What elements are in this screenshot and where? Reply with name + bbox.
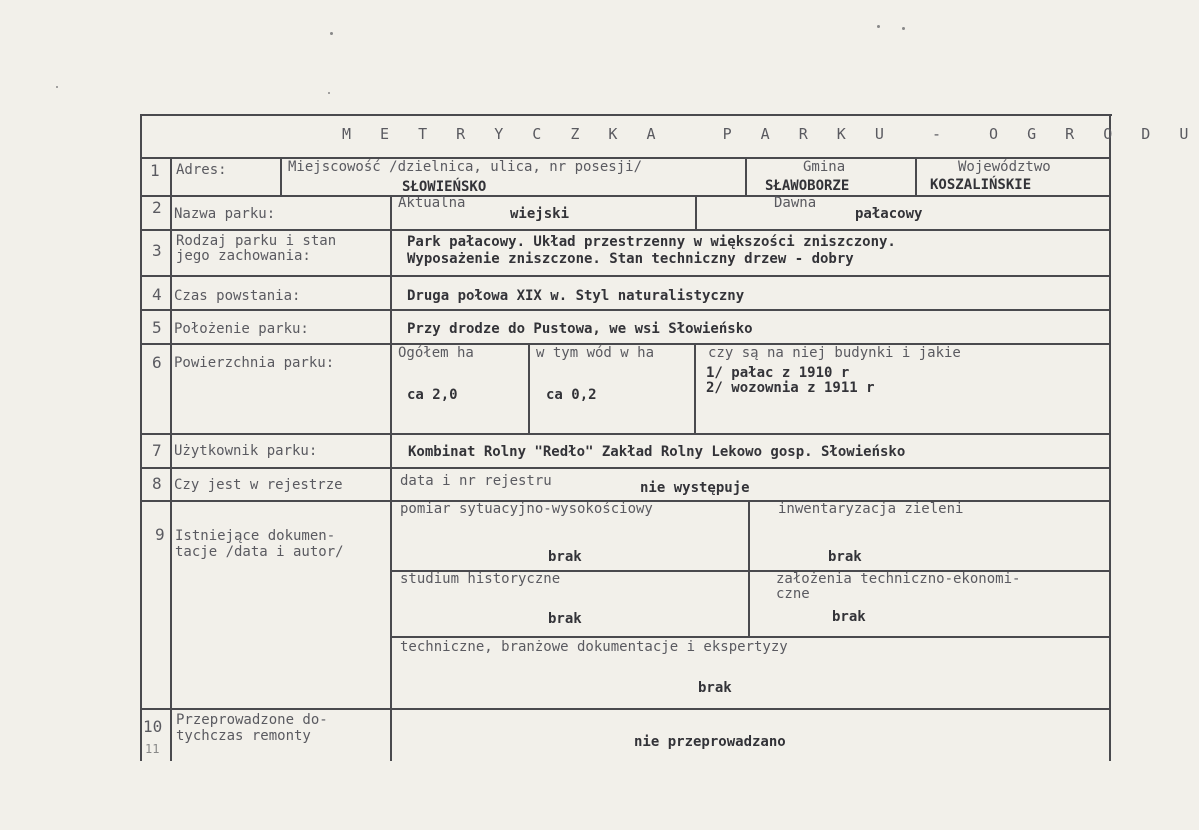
cell-divider xyxy=(915,157,917,195)
buildings-value: 1/ pałac z 1910 r xyxy=(706,365,850,381)
form-title: M E T R Y C Z K A P A R K U - O G R O D U xyxy=(342,125,1199,143)
gmina-header: Gmina xyxy=(803,159,846,175)
current-name-header: Aktualna xyxy=(398,195,466,211)
row-label: tacje /data i autor/ xyxy=(175,544,344,560)
paper-speck xyxy=(877,25,880,28)
row-label: Położenie parku: xyxy=(174,321,309,337)
buildings-header: czy są na niej budynki i jakie xyxy=(708,345,961,361)
row-label: tychczas remonty xyxy=(176,728,311,744)
row-divider xyxy=(140,433,1111,435)
cell-divider xyxy=(695,195,697,229)
register-header: data i nr rejestru xyxy=(400,473,552,489)
history-header: studium historyczne xyxy=(400,571,561,587)
inventory-value: brak xyxy=(828,549,862,565)
row-label: Przeprowadzone do- xyxy=(176,712,328,728)
row-number: 8 xyxy=(152,474,162,493)
buildings-value: 2/ wozownia z 1911 r xyxy=(706,380,875,396)
history-value: brak xyxy=(548,611,582,627)
park-user-value: Kombinat Rolny "Redło" Zakład Rolny Lekowo gosp. Słowieńsko xyxy=(408,444,906,460)
row-label: Adres: xyxy=(176,162,227,178)
row-divider xyxy=(140,309,1111,311)
row-divider xyxy=(140,229,1111,231)
row-number: 7 xyxy=(152,441,162,460)
register-value: nie występuje xyxy=(640,480,750,496)
former-name-value: pałacowy xyxy=(855,206,923,222)
technical-value: brak xyxy=(832,609,866,625)
total-area-value: ca 2,0 xyxy=(407,387,458,403)
row-number: 5 xyxy=(152,318,162,337)
row-number: 10 xyxy=(143,717,163,736)
row-divider xyxy=(140,708,1111,710)
technical-header: założenia techniczno-ekonomi- xyxy=(776,571,1021,587)
survey-value: brak xyxy=(548,549,582,565)
row-label: Czas powstania: xyxy=(174,288,301,304)
park-type-value: Wyposażenie zniszczone. Stan techniczny drzew - dobry xyxy=(407,251,854,267)
row-label: Nazwa parku: xyxy=(174,206,276,222)
paper-speck xyxy=(902,27,905,30)
table-border-top xyxy=(140,114,1112,116)
cell-divider xyxy=(694,343,696,433)
locality-header: Miejscowość /dzielnica, ulica, nr posesji/ xyxy=(288,159,643,175)
current-name-value: wiejski xyxy=(510,206,570,222)
voivodeship-header: Województwo xyxy=(958,159,1051,175)
row-number: 9 xyxy=(155,525,165,544)
row-number: 1 xyxy=(150,161,160,180)
row-divider xyxy=(140,195,1111,197)
park-type-value: Park pałacowy. Układ przestrzenny w większości zniszczony. xyxy=(407,234,896,250)
cell-divider xyxy=(748,500,750,636)
creation-time-value: Druga połowa XIX w. Styl naturalistyczny xyxy=(407,288,745,304)
location-value: Przy drodze do Pustowa, we wsi Słowieńsko xyxy=(407,321,753,337)
row-label: Czy jest w rejestrze xyxy=(174,477,343,493)
row-number-extra: 11 xyxy=(145,742,160,756)
row-number: 3 xyxy=(152,241,162,260)
gmina-value: SŁAWOBORZE xyxy=(765,178,850,194)
table-border-left xyxy=(140,114,142,761)
row-divider xyxy=(390,636,1111,638)
row-label: Powierzchnia parku: xyxy=(174,355,335,371)
row-label: Istniejące dokumen- xyxy=(175,528,336,544)
row-divider xyxy=(140,467,1111,469)
table-border-right xyxy=(1109,114,1111,761)
row-label: jego zachowania: xyxy=(176,248,311,264)
number-column-divider xyxy=(170,157,172,761)
cell-divider xyxy=(280,157,282,195)
former-name-header: Dawna xyxy=(774,195,817,211)
water-area-header: w tym wód w ha xyxy=(536,345,655,361)
paper-speck xyxy=(56,86,58,88)
water-area-value: ca 0,2 xyxy=(546,387,597,403)
label-column-divider xyxy=(390,195,392,761)
paper-speck xyxy=(330,32,333,35)
row-label: Użytkownik parku: xyxy=(174,443,318,459)
total-area-header: Ogółem ha xyxy=(398,345,474,361)
technical-header: czne xyxy=(776,586,810,602)
cell-divider xyxy=(745,157,747,195)
row-number: 2 xyxy=(152,198,162,217)
survey-header: pomiar sytuacyjno-wysokościowy xyxy=(400,501,653,517)
branch-docs-header: techniczne, branżowe dokumentacje i ekspertyzy xyxy=(400,639,788,655)
cell-divider xyxy=(528,343,530,433)
branch-docs-value: brak xyxy=(698,680,732,696)
renovations-value: nie przeprowadzano xyxy=(634,734,786,750)
inventory-header: inwentaryzacja zieleni xyxy=(778,501,964,517)
row-number: 6 xyxy=(152,353,162,372)
row-number: 4 xyxy=(152,285,162,304)
row-label: Rodzaj parku i stan xyxy=(176,233,337,249)
voivodeship-value: KOSZALIŃSKIE xyxy=(930,177,1032,193)
paper-speck xyxy=(328,92,330,94)
locality-value: SŁOWIEŃSKO xyxy=(402,179,487,195)
row-divider xyxy=(140,275,1111,277)
